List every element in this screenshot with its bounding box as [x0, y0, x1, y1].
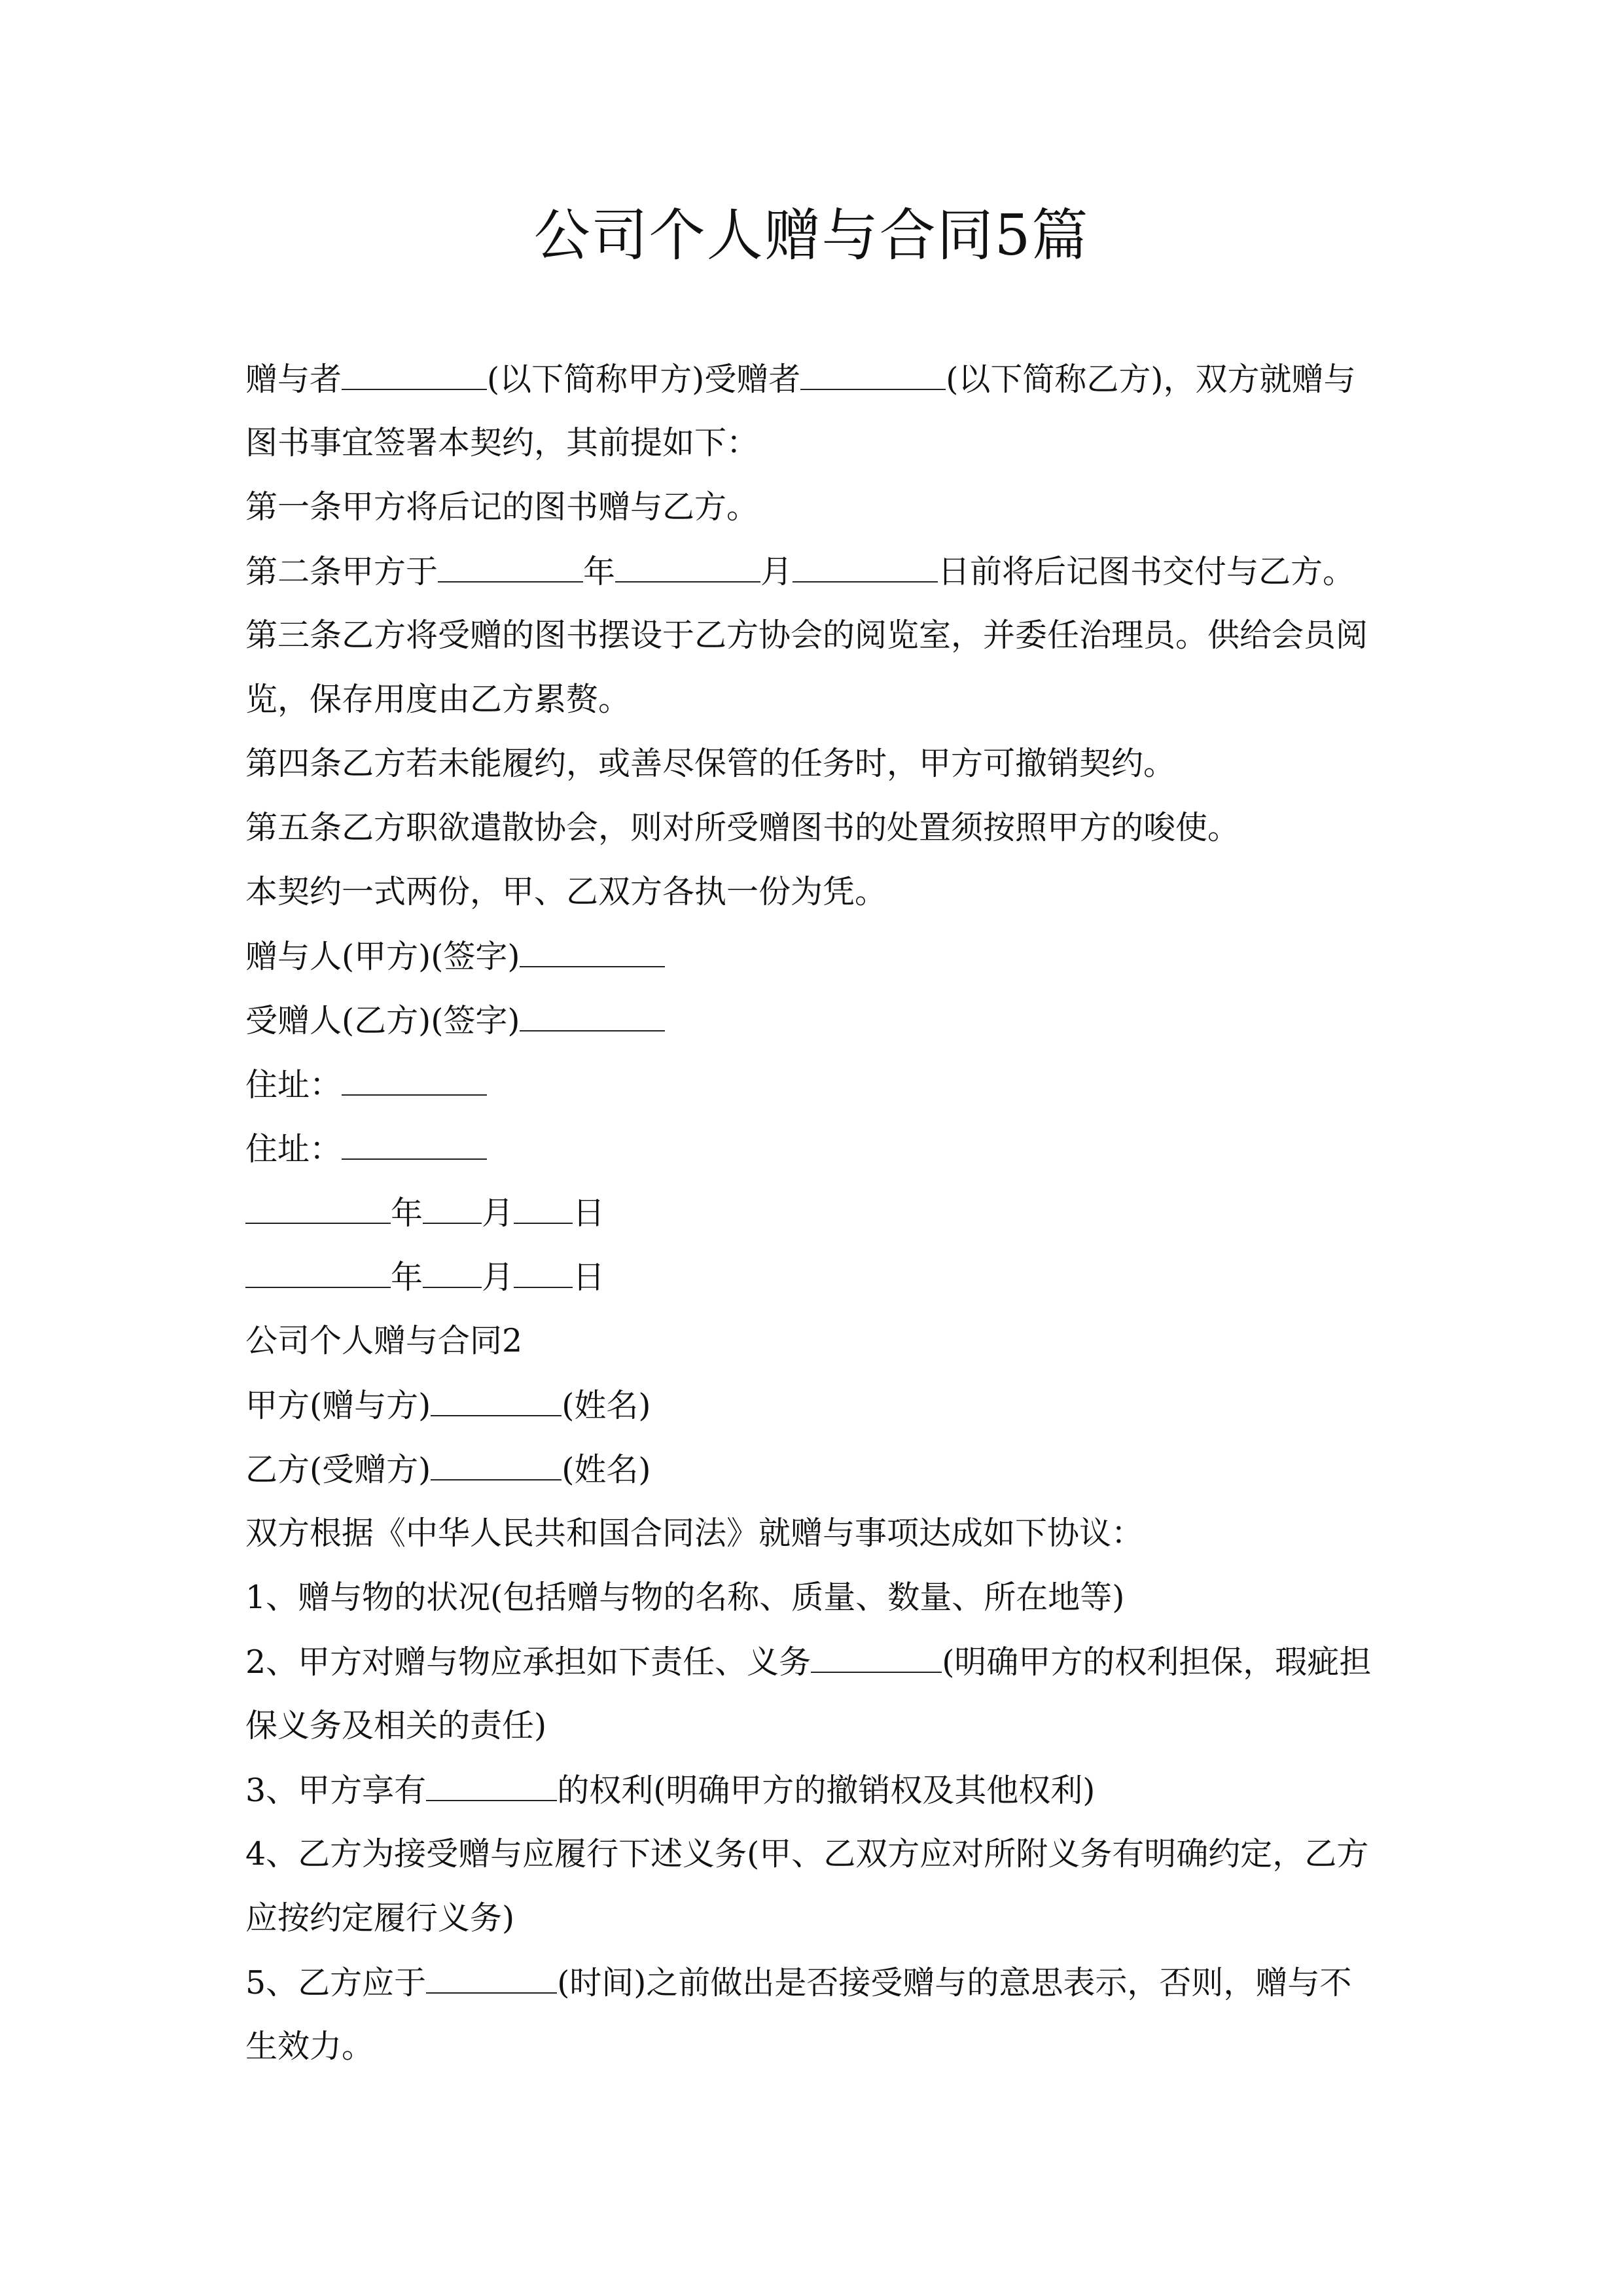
text: 2、甲方对赠与物应承担如下责任、义务	[245, 1643, 812, 1681]
text: (以下简称甲方)受赠者	[487, 361, 801, 398]
donor-signature	[245, 924, 1387, 988]
blank-party-b-name	[431, 1437, 562, 1480]
text: 5、乙方应于	[245, 1964, 427, 2001]
blank-address-2	[342, 1117, 487, 1160]
text: 年	[583, 553, 616, 590]
blank-date-year	[245, 1245, 391, 1288]
blank-donee-signature	[520, 988, 665, 1031]
text: (以下简称乙方)，双方就赠与	[946, 361, 1356, 398]
article-3-line2: 览，保存用度由乙方累赘。	[245, 681, 631, 718]
text: 受赠人(乙方)(签字)	[245, 1002, 520, 1039]
contract2-party-a	[245, 1373, 1387, 1437]
text: 的权利(明确甲方的撤销权及其他权利)	[557, 1772, 1096, 1809]
text: 月	[482, 1194, 514, 1232]
text: 日	[573, 1194, 605, 1232]
contract2-item-2-line1	[245, 1630, 1387, 1694]
text: 住址：	[245, 1130, 342, 1168]
text: (明确甲方的权利担保，瑕疵担	[942, 1643, 1372, 1681]
blank-date-year	[245, 1181, 391, 1224]
text: 甲方(赠与方)	[245, 1387, 431, 1424]
blank-address-1	[342, 1052, 487, 1096]
donee-signature	[245, 988, 1387, 1052]
text: 住址：	[245, 1066, 342, 1103]
article-3-line1: 第三条乙方将受赠的图书摆设于乙方协会的阅览室，并委任治理员。供给会员阅	[245, 617, 1368, 654]
contract2-item-1: 1、赠与物的状况(包括赠与物的名称、质量、数量、所在地等)	[245, 1579, 1125, 1616]
copies-clause: 本契约一式两份，甲、乙双方各执一份为凭。	[245, 873, 887, 910]
text: 第二条甲方于	[245, 553, 438, 590]
article-2	[245, 539, 1387, 603]
contract1-intro-line2: 图书事宜签署本契约，其前提如下：	[245, 424, 759, 461]
blank-time	[426, 1950, 557, 1994]
address-line-2	[245, 1117, 1387, 1181]
text: (姓名)	[562, 1451, 651, 1488]
text: (姓名)	[562, 1387, 651, 1424]
text: 赠与人(甲方)(签字)	[245, 938, 520, 975]
blank-party-a-name	[431, 1373, 562, 1416]
text: 3、甲方享有	[245, 1772, 427, 1809]
blank-donee	[800, 347, 946, 390]
contract2-item-5-line1	[245, 1950, 1387, 2015]
date-line-1	[245, 1181, 1387, 1245]
blank-date-month	[423, 1181, 482, 1224]
contract1-intro-line1	[245, 347, 1387, 411]
contract2-item-2-line2: 保义务及相关的责任)	[245, 1707, 547, 1744]
text: 月	[760, 553, 793, 590]
text: 月	[482, 1259, 514, 1296]
text: 日前将后记图书交付与乙方。	[938, 553, 1355, 590]
text: 年	[391, 1194, 423, 1232]
contract2-heading: 公司个人赠与合同2	[245, 1322, 523, 1359]
article-5: 第五条乙方职欲遣散协会，则对所受赠图书的处置须按照甲方的唆使。	[245, 809, 1240, 846]
page-title: 公司个人赠与合同5篇	[533, 203, 1090, 268]
contract2-agreement: 双方根据《中华人民共和国合同法》就赠与事项达成如下协议：	[245, 1515, 1144, 1552]
contract2-item-4-line2: 应按约定履行义务)	[245, 1899, 515, 1937]
blank-day	[793, 539, 938, 583]
contract2-item-5-line2: 生效力。	[245, 2028, 374, 2065]
blank-year	[438, 539, 583, 583]
blank-date-day	[514, 1245, 573, 1288]
date-line-2	[245, 1245, 1387, 1309]
text: 赠与者	[245, 361, 342, 398]
contract2-item-3	[245, 1758, 1387, 1822]
blank-date-month	[423, 1245, 482, 1288]
document-body	[245, 347, 1387, 2079]
blank-donor	[342, 347, 487, 390]
article-1: 第一条甲方将后记的图书赠与乙方。	[245, 488, 759, 526]
blank-rights	[426, 1758, 557, 1801]
blank-date-day	[514, 1181, 573, 1224]
address-line-1	[245, 1052, 1387, 1117]
text: (时间)之前做出是否接受赠与的意思表示，否则，赠与不	[557, 1964, 1352, 2001]
article-4: 第四条乙方若未能履约，或善尽保管的任务时，甲方可撤销契约。	[245, 745, 1176, 782]
text: 年	[391, 1259, 423, 1296]
contract2-party-b	[245, 1437, 1387, 1501]
blank-donor-signature	[520, 924, 665, 967]
text: 日	[573, 1259, 605, 1296]
contract2-item-4-line1: 4、乙方为接受赠与应履行下述义务(甲、乙双方应对所附义务有明确约定，乙方	[245, 1835, 1369, 1873]
blank-month	[615, 539, 760, 583]
text: 乙方(受赠方)	[245, 1451, 431, 1488]
blank-responsibilities	[811, 1630, 942, 1673]
